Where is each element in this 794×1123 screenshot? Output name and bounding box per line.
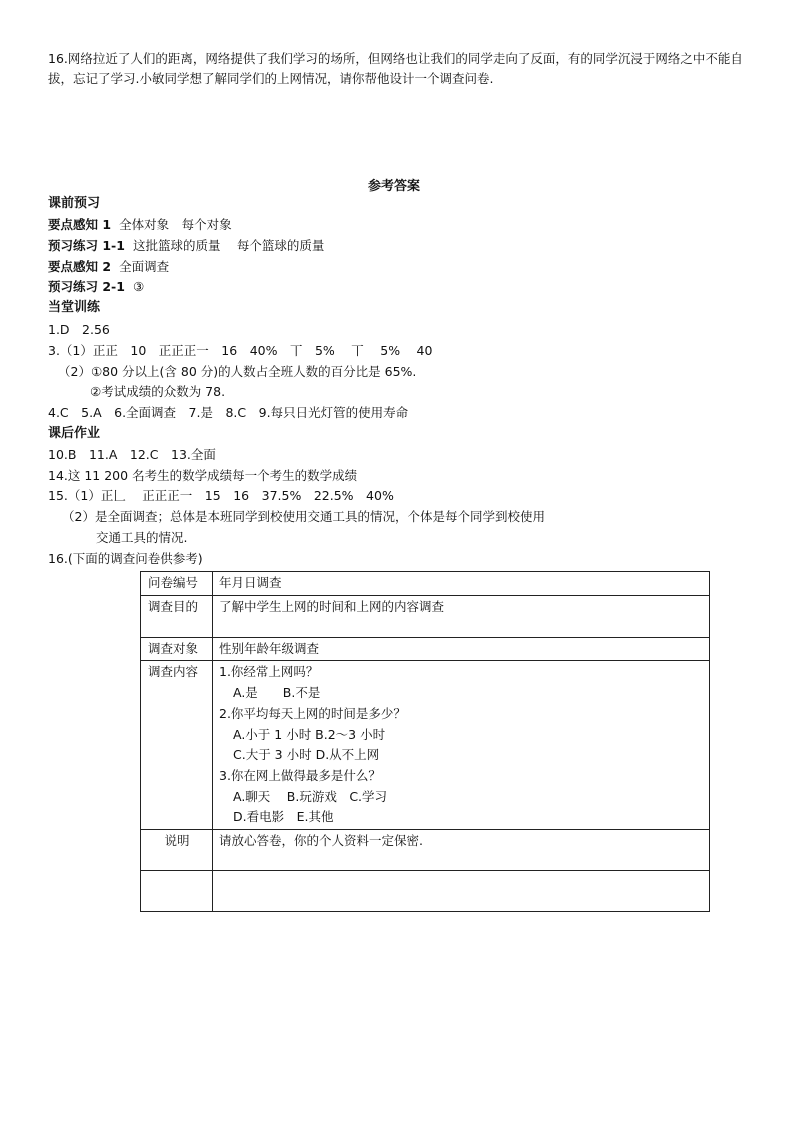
answer-line: ②考试成绩的众数为 78.: [90, 384, 226, 399]
answers-title: 参考答案: [368, 179, 421, 194]
answer-text: 全体对象 每个对象: [119, 217, 232, 232]
table-cell-value: 年月日调查: [213, 572, 710, 596]
answer-line: （2）①80 分以上(含 80 分)的人数占全班人数的百分比是 65%.: [58, 364, 417, 379]
survey-question: 2.你平均每天上网的时间是多少？: [219, 705, 406, 721]
table-row: [141, 661, 710, 830]
table-row: [141, 871, 710, 912]
answer-line: （2）是全面调查；总体是本班同学到校使用交通工具的情况，个体是每个同学到校使用: [62, 509, 545, 524]
survey-options: A.小于 1 小时 B.2～3 小时: [233, 726, 386, 742]
answer-text: 全面调查: [119, 259, 170, 274]
survey-options: D.看电影 E.其他: [233, 809, 334, 825]
answer-line: [48, 215, 232, 235]
table-cell-value: [213, 661, 710, 830]
answer-line: 1.D 2.56: [48, 322, 110, 337]
table-cell-value: 了解中学生上网的时间和上网的内容调查: [213, 595, 710, 637]
survey-question: 1.你经常上网吗？: [219, 664, 319, 680]
table-cell-label: 调查内容: [141, 661, 213, 830]
answer-line: [48, 277, 144, 297]
answer-line: 10.B 11.A 12.C 13.全面: [48, 447, 216, 462]
answer-text: 这批篮球的质量 每个篮球的质量: [132, 238, 325, 253]
section-class-training-title: 当堂训练: [48, 300, 101, 315]
table-row: [141, 572, 710, 596]
table-cell-value: 性别年龄年级调查: [213, 637, 710, 661]
answer-label: 要点感知 2: [48, 259, 112, 274]
answer-line: 3.（1）正正 10 正正正一 16 40% 丅 5% 丅 5% 40: [48, 343, 433, 358]
table-cell-label: 调查目的: [141, 595, 213, 637]
table-cell-label: 说明: [141, 830, 213, 871]
answer-label: 预习练习 2-1: [48, 279, 125, 294]
survey-question: 3.你在网上做得最多是什么？: [219, 767, 381, 783]
table-cell-value: 请放心答卷，你的个人资料一定保密.: [213, 830, 710, 871]
answer-text: ③: [132, 279, 145, 294]
answer-label: 预习练习 1-1: [48, 238, 125, 253]
table-row: [141, 595, 710, 637]
section-homework-title: 课后作业: [48, 426, 101, 441]
answer-line: 14.这 11 200 名考生的数学成绩每一个考生的数学成绩: [48, 468, 358, 483]
answer-line: [48, 236, 324, 256]
survey-table: [140, 571, 710, 912]
answer-line: 16.(下面的调查问卷供参考): [48, 551, 203, 566]
table-cell-label: 调查对象: [141, 637, 213, 661]
answer-label: 要点感知 1: [48, 217, 112, 232]
survey-options: C.大于 3 小时 D.从不上网: [233, 747, 380, 763]
question-16-text: 16.网络拉近了人们的距离，网络提供了我们学习的场所，但网络也让我们的同学走向了反面，有的同学沉浸于网络之中不能自拔，忘记了学习.小敏同学想了解同学们的上网情况，请你帮他设计一个调查问卷.: [48, 51, 743, 86]
section-preview-title: 课前预习: [48, 196, 101, 211]
table-row: [141, 637, 710, 661]
answer-line: 4.C 5.A 6.全面调查 7.是 8.C 9.每只日光灯管的使用寿命: [48, 405, 409, 420]
table-cell-label: 问卷编号: [141, 572, 213, 596]
answer-line: 交通工具的情况.: [96, 530, 188, 545]
answer-line: [48, 257, 169, 277]
table-cell-empty: [213, 871, 710, 912]
table-cell-empty: [141, 871, 213, 912]
table-row: [141, 830, 710, 871]
answer-line: 15.（1）正𠃊 正正正一 15 16 37.5% 22.5% 40%: [48, 488, 394, 503]
survey-options: A.是 B.不是: [233, 685, 321, 701]
survey-options: A.聊天 B.玩游戏 C.学习: [233, 788, 388, 804]
